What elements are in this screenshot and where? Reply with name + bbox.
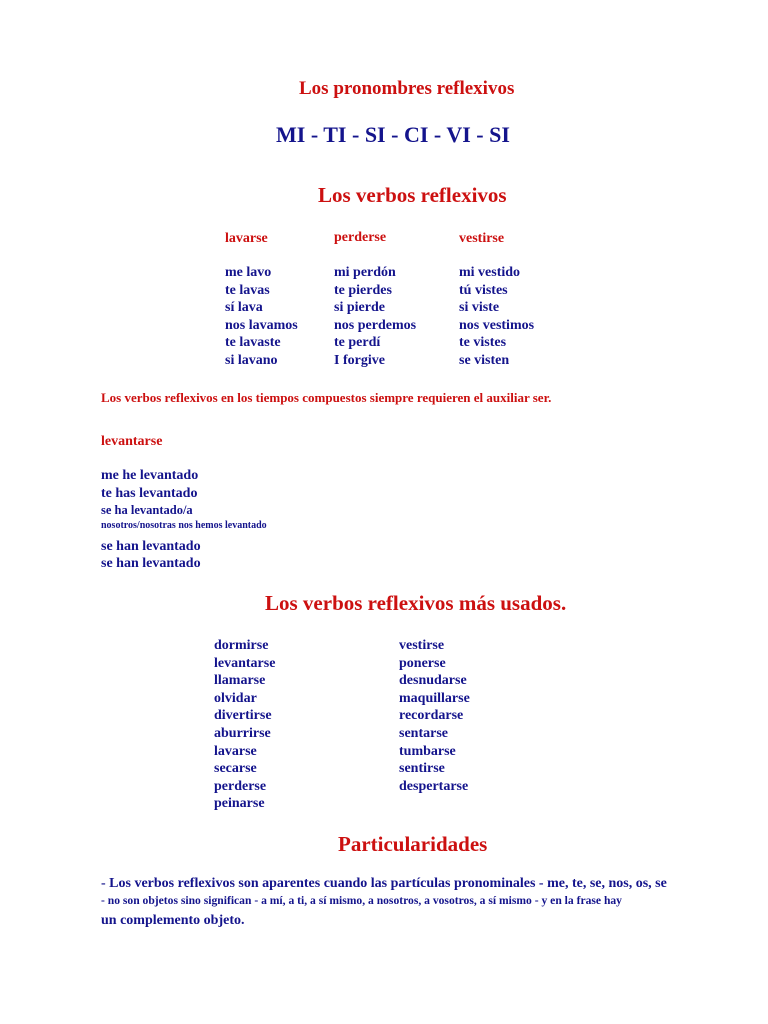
conjugation-column-perderse xyxy=(334,264,416,370)
example-form: nosotros/nosotras nos hemos levantado xyxy=(101,520,267,531)
conjugation-form: mi vestido xyxy=(459,265,521,280)
list-item: secarse xyxy=(214,761,257,777)
list-item: divertirse xyxy=(214,708,272,724)
conjugation-form: sí lava xyxy=(225,300,263,316)
list-item: sentirse xyxy=(399,761,445,777)
conjugation-form: si viste xyxy=(459,300,500,316)
conjugation-form: te pierdes xyxy=(334,282,392,298)
conjugation-form: si pierde xyxy=(334,300,385,316)
conjugation-form: I forgive xyxy=(334,352,385,368)
column-verb-vestirse: vestirse xyxy=(459,231,505,246)
conjugation-form: mi perdón xyxy=(334,265,396,280)
list-item: tumbarse xyxy=(399,743,456,759)
conjugation-form: si lavano xyxy=(225,352,278,368)
conjugation-form: nos vestimos xyxy=(459,317,535,333)
list-item: despertarse xyxy=(399,778,469,794)
conjugation-form: te lavaste xyxy=(225,335,281,351)
verbs-heading: Los verbos reflexivos xyxy=(318,183,507,207)
conjugation-form: me lavo xyxy=(225,265,272,280)
list-item: maquillarse xyxy=(399,690,470,706)
column-verb-lavarse: lavarse xyxy=(225,231,268,246)
list-item: lavarse xyxy=(214,743,257,759)
particularities-line-2: - no son objetos sino significan - a mí, a ti, a sí mismo, a nosotros, a vosotros, a sí mismo - y en la frase hay xyxy=(101,894,622,907)
most-used-list-left xyxy=(214,637,275,813)
list-item: perderse xyxy=(214,778,267,794)
conjugation-form: nos perdemos xyxy=(334,317,417,333)
particularities-line-3: un complemento objeto. xyxy=(101,913,245,928)
conjugation-form: te lavas xyxy=(225,282,270,298)
list-item: vestirse xyxy=(399,638,445,653)
conjugation-form: te perdí xyxy=(334,335,381,351)
example-form: te has levantado xyxy=(101,486,198,501)
example-verb: levantarse xyxy=(101,434,163,449)
list-item: desnudarse xyxy=(399,673,467,689)
list-item: ponerse xyxy=(399,655,446,671)
conjugation-form: tú vistes xyxy=(459,282,508,298)
list-item: llamarse xyxy=(214,673,266,689)
example-form: se ha levantado/a xyxy=(101,503,193,517)
conjugation-form: nos lavamos xyxy=(225,317,298,333)
compound-tense-note: Los verbos reflexivos en los tiempos compuestos siempre requieren el auxiliar ser. xyxy=(101,390,552,405)
list-item: recordarse xyxy=(399,708,464,724)
list-item: dormirse xyxy=(214,638,269,653)
syllables-line: MI - TI - SI - CI - VI - SI xyxy=(276,122,510,147)
example-form: se han levantado xyxy=(101,539,201,554)
conjugation-form: se visten xyxy=(459,352,510,368)
example-form: se han levantado xyxy=(101,556,201,571)
most-used-list-right xyxy=(399,637,470,795)
particularities-heading: Particularidades xyxy=(338,832,488,856)
list-item: sentarse xyxy=(399,725,448,741)
particularities-line-1: - Los verbos reflexivos son aparentes cuando las partículas pronominales - me, te, se, nos, os, se xyxy=(101,876,667,891)
pronouns-title: Los pronombres reflexivos xyxy=(299,78,515,99)
example-form: me he levantado xyxy=(101,468,199,483)
conjugation-column-vestirse xyxy=(459,264,534,370)
conjugation-column-lavarse xyxy=(225,264,298,370)
list-item: levantarse xyxy=(214,655,276,671)
conjugation-form: te vistes xyxy=(459,335,507,351)
list-item: peinarse xyxy=(214,796,265,812)
column-verb-perderse: perderse xyxy=(334,230,387,245)
list-item: olvidar xyxy=(214,690,257,706)
list-item: aburrirse xyxy=(214,725,271,741)
most-used-heading: Los verbos reflexivos más usados. xyxy=(265,591,567,615)
